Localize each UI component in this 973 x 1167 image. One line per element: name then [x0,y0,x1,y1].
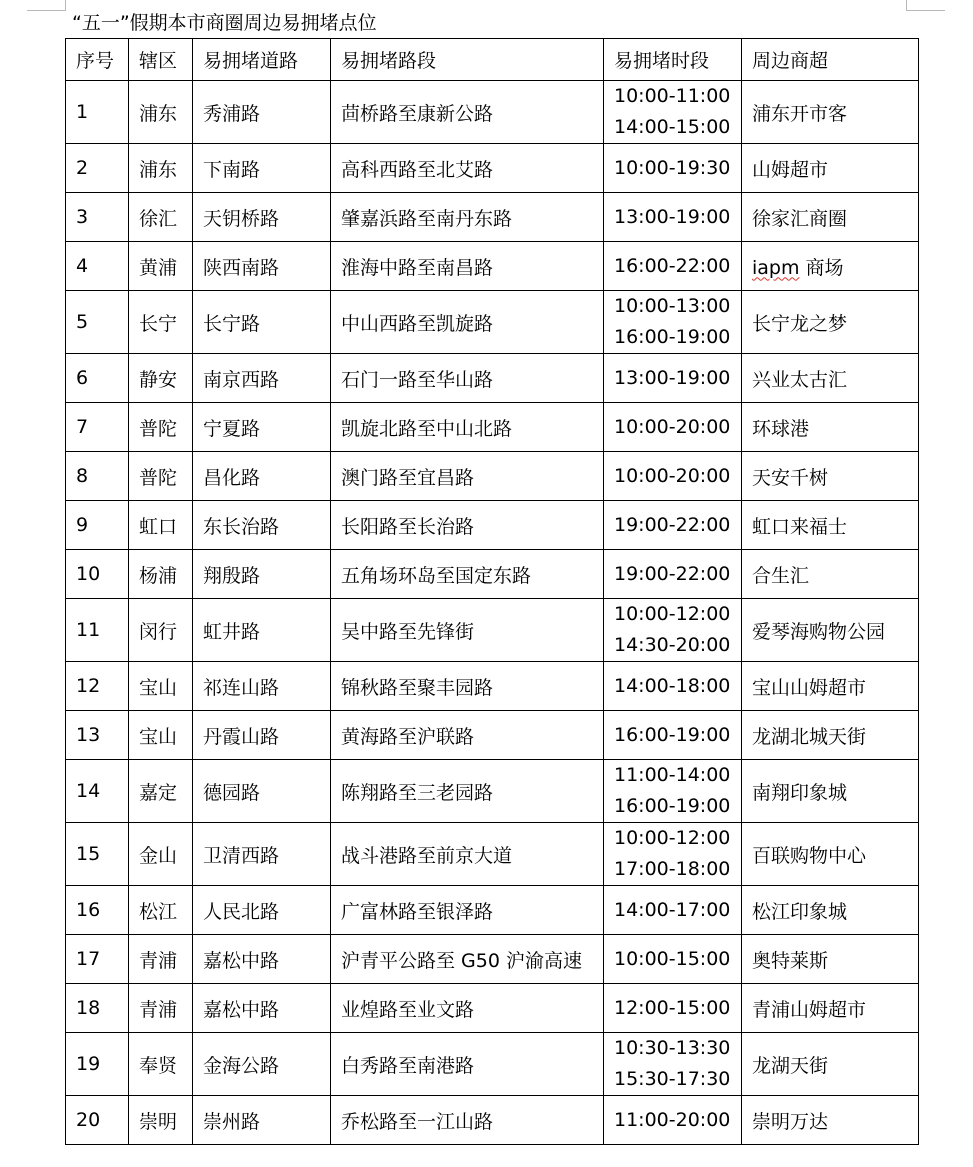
cell-district: 金山 [129,823,193,886]
document-title: “五一”假期本市商圈周边易拥堵点位 [72,12,377,34]
time-slot: 10:00-13:00 [614,295,731,317]
cell-time: 14:00-18:00 [604,662,742,711]
table-row [66,501,919,550]
cell-section: 高科西路至北艾路 [331,144,604,193]
cell-district: 浦东 [129,81,193,144]
time-slot: 10:00-12:00 [614,827,731,849]
cell-mall: 徐家汇商圈 [742,193,919,242]
cell-road: 金海公路 [193,1033,331,1096]
cell-time: 12:00-15:00 [604,984,742,1033]
table-row [66,662,919,711]
congestion-table [65,38,919,1145]
header-time: 易拥堵时段 [604,39,742,81]
table-row [66,550,919,599]
header-road: 易拥堵道路 [193,39,331,81]
table-header-row [66,39,919,81]
cell-section: 淮海中路至南昌路 [331,242,604,291]
cell-district: 青浦 [129,984,193,1033]
cell-no: 12 [66,662,129,711]
cell-road: 宁夏路 [193,403,331,452]
cell-section: 茴桥路至康新公路 [331,81,604,144]
cell-mall: 环球港 [742,403,919,452]
mall-suffix: 商场 [799,256,844,279]
table-row [66,242,919,291]
table-row [66,193,919,242]
cell-time [604,1033,742,1096]
cell-mall: 虹口来福士 [742,501,919,550]
cell-mall: 合生汇 [742,550,919,599]
cell-road: 德园路 [193,760,331,823]
time-slot: 15:30-17:30 [614,1068,731,1090]
cell-mall: 天安千树 [742,452,919,501]
table-row [66,452,919,501]
cell-section: 乔松路至一江山路 [331,1096,604,1145]
cell-no: 2 [66,144,129,193]
spellcheck-word: iapm [752,256,800,279]
cell-district: 黄浦 [129,242,193,291]
cell-no: 14 [66,760,129,823]
cell-no: 16 [66,886,129,935]
cell-district: 宝山 [129,662,193,711]
cell-section: 沪青平公路至 G50 沪渝高速 [331,935,604,984]
cell-district: 嘉定 [129,760,193,823]
cell-district: 静安 [129,354,193,403]
cell-section: 长阳路至长治路 [331,501,604,550]
cell-no: 4 [66,242,129,291]
time-slot: 10:30-13:30 [614,1037,731,1059]
cell-road: 长宁路 [193,291,331,354]
cell-section: 中山西路至凯旋路 [331,291,604,354]
cell-no: 17 [66,935,129,984]
cell-time: 16:00-22:00 [604,242,742,291]
cell-time: 16:00-19:00 [604,711,742,760]
cell-no: 19 [66,1033,129,1096]
cell-section: 锦秋路至聚丰园路 [331,662,604,711]
cell-time: 13:00-19:00 [604,193,742,242]
cell-no: 9 [66,501,129,550]
page-corner-mark-right [906,0,945,11]
table-row [66,81,919,144]
cell-road: 祁连山路 [193,662,331,711]
cell-section: 战斗港路至前京大道 [331,823,604,886]
cell-time [604,81,742,144]
table-row [66,984,919,1033]
cell-district: 虹口 [129,501,193,550]
cell-road: 东长治路 [193,501,331,550]
cell-section: 吴中路至先锋街 [331,599,604,662]
time-slot: 16:00-19:00 [614,326,731,348]
cell-road: 昌化路 [193,452,331,501]
header-no: 序号 [66,39,129,81]
cell-road: 下南路 [193,144,331,193]
cell-no: 8 [66,452,129,501]
cell-road: 丹霞山路 [193,711,331,760]
cell-mall: 龙湖天街 [742,1033,919,1096]
cell-district: 普陀 [129,403,193,452]
cell-road: 翔殷路 [193,550,331,599]
cell-road: 崇州路 [193,1096,331,1145]
cell-section: 业煌路至业文路 [331,984,604,1033]
cell-district: 奉贤 [129,1033,193,1096]
cell-road: 人民北路 [193,886,331,935]
cell-district: 普陀 [129,452,193,501]
cell-road: 虹井路 [193,599,331,662]
table-row [66,599,919,662]
table-row [66,1096,919,1145]
cell-district: 青浦 [129,935,193,984]
table-row [66,935,919,984]
cell-mall: 山姆超市 [742,144,919,193]
cell-time: 19:00-22:00 [604,550,742,599]
table-row [66,823,919,886]
cell-time: 14:00-17:00 [604,886,742,935]
cell-time [604,760,742,823]
cell-time [604,599,742,662]
cell-road: 嘉松中路 [193,984,331,1033]
cell-mall: 浦东开市客 [742,81,919,144]
cell-district: 徐汇 [129,193,193,242]
table-row [66,886,919,935]
cell-time: 13:00-19:00 [604,354,742,403]
cell-section: 石门一路至华山路 [331,354,604,403]
cell-time: 10:00-19:30 [604,144,742,193]
table-row [66,354,919,403]
cell-mall: 南翔印象城 [742,760,919,823]
cell-time: 19:00-22:00 [604,501,742,550]
table-row [66,144,919,193]
cell-time: 10:00-20:00 [604,452,742,501]
cell-mall: 龙湖北城天街 [742,711,919,760]
time-slot: 10:00-11:00 [614,85,731,107]
cell-no: 18 [66,984,129,1033]
cell-no: 20 [66,1096,129,1145]
cell-district: 松江 [129,886,193,935]
time-slot: 17:00-18:00 [614,858,731,880]
cell-mall [742,242,919,291]
cell-mall: 爱琴海购物公园 [742,599,919,662]
cell-road: 嘉松中路 [193,935,331,984]
cell-road: 陕西南路 [193,242,331,291]
cell-section: 白秀路至南港路 [331,1033,604,1096]
header-mall: 周边商超 [742,39,919,81]
time-slot: 14:30-20:00 [614,634,731,656]
cell-time [604,823,742,886]
cell-road: 南京西路 [193,354,331,403]
cell-time: 10:00-15:00 [604,935,742,984]
time-slot: 16:00-19:00 [614,795,731,817]
cell-road: 卫清西路 [193,823,331,886]
cell-road: 秀浦路 [193,81,331,144]
cell-no: 13 [66,711,129,760]
table-row [66,711,919,760]
cell-time: 11:00-20:00 [604,1096,742,1145]
cell-district: 杨浦 [129,550,193,599]
cell-district: 闵行 [129,599,193,662]
page-corner-mark-left [27,0,66,11]
cell-mall: 奥特莱斯 [742,935,919,984]
cell-no: 1 [66,81,129,144]
cell-no: 7 [66,403,129,452]
time-slot: 11:00-14:00 [614,764,731,786]
table-row [66,760,919,823]
cell-no: 3 [66,193,129,242]
cell-road: 天钥桥路 [193,193,331,242]
cell-mall: 松江印象城 [742,886,919,935]
cell-no: 11 [66,599,129,662]
cell-section: 肇嘉浜路至南丹东路 [331,193,604,242]
time-slot: 10:00-12:00 [614,603,731,625]
cell-section: 陈翔路至三老园路 [331,760,604,823]
cell-district: 长宁 [129,291,193,354]
cell-district: 宝山 [129,711,193,760]
table-row [66,403,919,452]
cell-section: 澳门路至宜昌路 [331,452,604,501]
cell-no: 5 [66,291,129,354]
cell-no: 6 [66,354,129,403]
cell-section: 五角场环岛至国定东路 [331,550,604,599]
cell-mall: 宝山山姆超市 [742,662,919,711]
cell-section: 广富林路至银泽路 [331,886,604,935]
cell-no: 15 [66,823,129,886]
cell-time: 10:00-20:00 [604,403,742,452]
cell-mall: 兴业太古汇 [742,354,919,403]
cell-district: 崇明 [129,1096,193,1145]
cell-mall: 百联购物中心 [742,823,919,886]
table-row [66,291,919,354]
cell-mall: 长宁龙之梦 [742,291,919,354]
cell-time [604,291,742,354]
table-row [66,1033,919,1096]
time-slot: 14:00-15:00 [614,116,731,138]
header-district: 辖区 [129,39,193,81]
cell-mall: 青浦山姆超市 [742,984,919,1033]
cell-no: 10 [66,550,129,599]
header-section: 易拥堵路段 [331,39,604,81]
cell-district: 浦东 [129,144,193,193]
cell-section: 黄海路至沪联路 [331,711,604,760]
cell-mall: 崇明万达 [742,1096,919,1145]
cell-section: 凯旋北路至中山北路 [331,403,604,452]
